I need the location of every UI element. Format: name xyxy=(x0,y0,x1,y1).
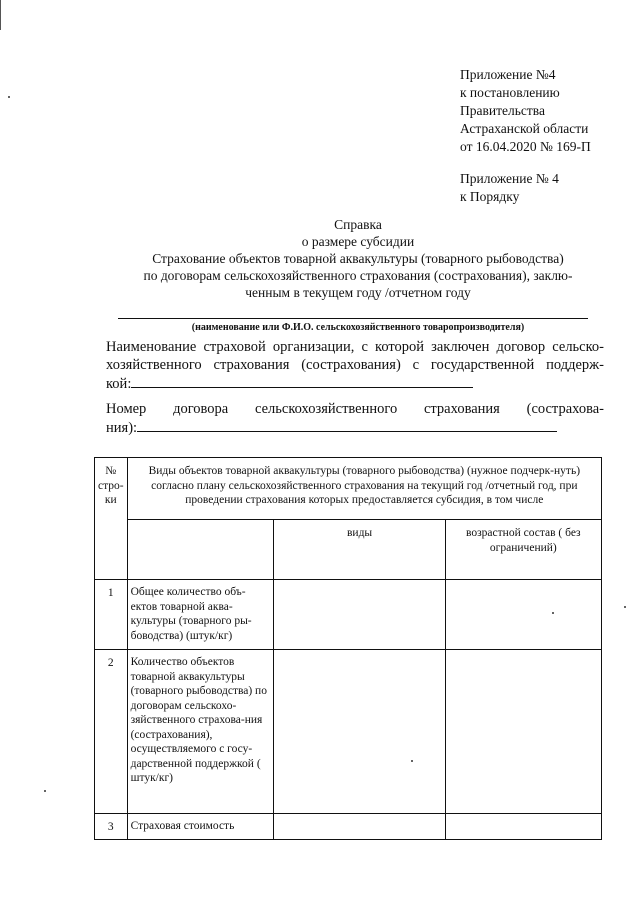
appendix-line: Правительства xyxy=(460,103,545,118)
row-number: 1 xyxy=(95,580,128,650)
types-cell[interactable] xyxy=(274,814,445,840)
title-line: Справка xyxy=(334,217,382,232)
table-row xyxy=(95,650,602,814)
insurer-line-1: Наименование страховой организации, с которой заключен договор сельско- xyxy=(106,339,604,355)
types-cell[interactable] xyxy=(274,650,445,814)
contract-input-line[interactable] xyxy=(137,418,557,432)
appendix-line: Приложение №4 xyxy=(460,67,556,82)
scan-speck xyxy=(411,760,413,762)
row-label: Количество объектов товарной аквакультуры (товарного рыбоводства) по договорам сельскохо-зяйственного страхова-ния (сострахования), осуществляемого с госу-дарственной поддержкой ( штук/кг) xyxy=(127,650,274,814)
contract-line-1: Номер договора сельскохозяйственного страхования (сострахова- xyxy=(106,401,604,417)
appendix-line: Астраханской области xyxy=(460,121,589,136)
row-number: 3 xyxy=(95,814,128,840)
insurer-label: кой: xyxy=(106,376,132,392)
appendix-header xyxy=(460,66,591,206)
row-number: 2 xyxy=(95,650,128,814)
age-cell[interactable] xyxy=(445,814,601,840)
insurer-field xyxy=(106,374,604,393)
producer-name-line[interactable] xyxy=(118,318,588,319)
contract-field xyxy=(106,418,604,437)
appendix-line: к Порядку xyxy=(460,189,520,204)
title-line: о размере субсидии xyxy=(301,234,415,249)
objects-header: Виды объектов товарной аквакультуры (товарного рыбоводства) (нужное подчерк-нуть) согласно плану сельскохозяйственного страхования на текущий год /отчетный год, при проведении страхования которых предоставляется субсидия, в том числе xyxy=(127,458,601,520)
scan-speck xyxy=(8,96,10,98)
types-cell[interactable] xyxy=(274,580,445,650)
appendix-line: Приложение № 4 xyxy=(460,171,559,186)
appendix-line: от 16.04.2020 № 169-П xyxy=(460,139,591,154)
age-header: возрастной состав ( без ограничений) xyxy=(445,520,601,580)
insurer-line-2: хозяйственного страхования (сострахования) с государственной поддерж- xyxy=(106,357,604,373)
title-line: Страхование объектов товарной аквакультуры (товарного рыбоводства) xyxy=(152,251,564,266)
document-title xyxy=(100,216,616,301)
scan-speck xyxy=(624,606,626,608)
row-number-header: № стро-ки xyxy=(95,458,128,580)
title-line: по договорам сельскохозяйственного страхования (сострахования), заклю- xyxy=(143,268,573,283)
table-row xyxy=(95,814,602,840)
insurer-input-line[interactable] xyxy=(131,374,473,388)
producer-caption: (наименование или Ф.И.О. сельскохозяйственного товаропроизводителя) xyxy=(191,322,525,333)
age-cell[interactable] xyxy=(445,650,601,814)
subsidy-table xyxy=(94,457,602,840)
age-cell[interactable] xyxy=(445,580,601,650)
table-row xyxy=(95,580,602,650)
appendix-line: к постановлению xyxy=(460,85,560,100)
types-header: виды xyxy=(274,520,445,580)
contract-label: ния): xyxy=(106,420,138,436)
label-header-cell xyxy=(127,520,274,580)
title-line: ченным в текущем году /отчетном году xyxy=(245,285,471,300)
scan-speck xyxy=(44,790,46,792)
scan-edge-mark xyxy=(0,0,1,30)
row-label: Общее количество объ-ектов товарной аква-культуры (товарного ры-боводства) (штук/кг) xyxy=(127,580,274,650)
scan-speck xyxy=(552,612,554,614)
row-label: Страховая стоимость xyxy=(127,814,274,840)
